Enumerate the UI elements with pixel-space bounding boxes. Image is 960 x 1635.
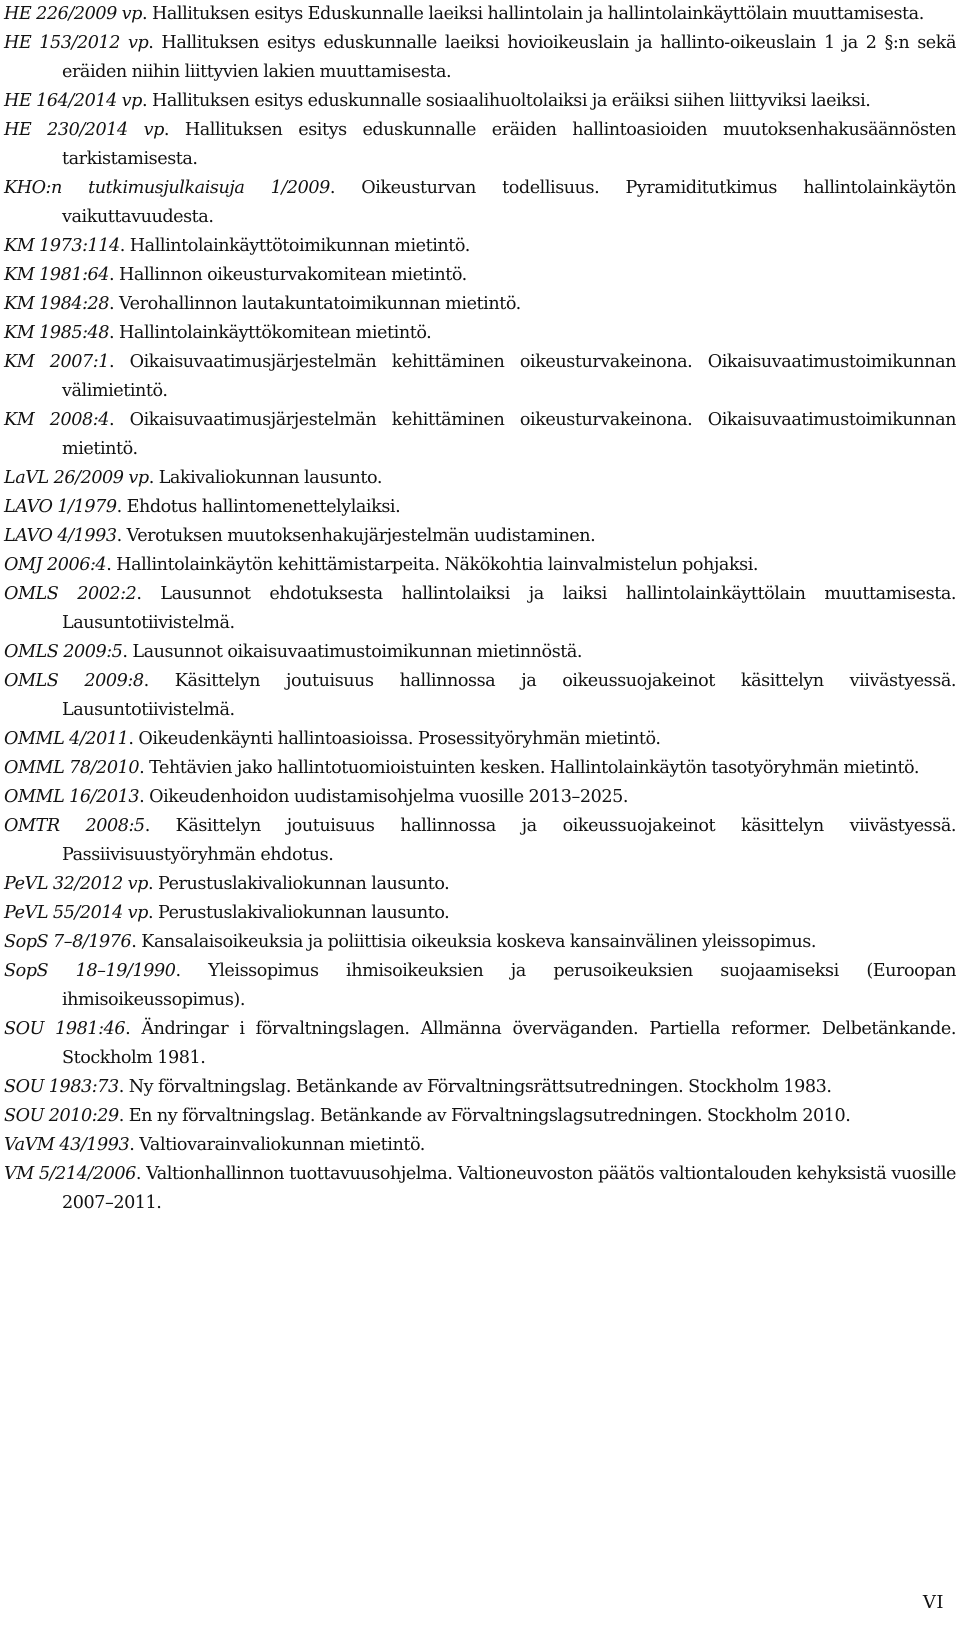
reference-code: OMTR 2008:5 — [4, 816, 145, 836]
reference-text: . Perustuslakivaliokunnan lausunto. — [147, 903, 450, 923]
reference-text: . Lakivaliokunnan lausunto. — [148, 468, 383, 488]
reference-entry — [4, 290, 956, 319]
reference-entry — [4, 1073, 956, 1102]
reference-entry — [4, 638, 956, 667]
reference-text: . Hallintolainkäyttökomitean mietintö. — [109, 323, 432, 343]
reference-text: . Hallituksen esitys Eduskunnalle laeiksi hallintolain ja hallintolainkäyttölain muuttamisesta. — [141, 4, 924, 24]
reference-text: . Oikeusturvan todellisuus. Pyramiditutkimus hallintolainkäytön vaikuttavuudesta. — [62, 178, 957, 227]
reference-text: . Hallinnon oikeusturvakomitean mietintö. — [109, 265, 467, 285]
reference-text: . Valtiovarainvaliokunnan mietintö. — [129, 1135, 425, 1155]
reference-entry — [4, 754, 956, 783]
reference-code: KM 1973:114 — [4, 236, 120, 256]
reference-code: HE 164/2014 vp — [4, 91, 142, 111]
reference-entry — [4, 493, 956, 522]
reference-text: . Ehdotus hallintomenettelylaiksi. — [116, 497, 401, 517]
reference-code: KM 2007:1 — [4, 352, 109, 372]
reference-code: KM 1984:28 — [4, 294, 110, 314]
reference-entry — [4, 870, 956, 899]
reference-entry — [4, 0, 956, 29]
reference-entry — [4, 348, 956, 406]
reference-code: LAVO 4/1993 — [4, 526, 117, 546]
reference-code: KM 1985:48 — [4, 323, 110, 343]
reference-code: HE 153/2012 vp — [4, 33, 149, 53]
reference-code: HE 226/2009 vp — [4, 4, 142, 24]
reference-text: . Verohallinnon lautakuntatoimikunnan mietintö. — [109, 294, 521, 314]
reference-text: . Oikeudenhoidon uudistamisohjelma vuosille 2013–2025. — [139, 787, 628, 807]
reference-entry — [4, 580, 956, 638]
reference-text: . Valtionhallinnon tuottavuusohjelma. Valtioneuvoston päätös valtiontalouden kehyksistä vuosille 2007–2011. — [62, 1164, 956, 1213]
reference-text: . Hallituksen esitys eduskunnalle laeiksi hovioikeuslain ja hallinto-oikeuslain 1 ja 2 §:n sekä eräiden niihin liittyvien lakien muuttamisesta. — [62, 33, 956, 82]
reference-text: . Käsittelyn joutuisuus hallinnossa ja oikeussuojakeinot käsittelyn viivästyessä. Passiivisuustyöryhmän ehdotus. — [62, 816, 956, 865]
reference-code: OMLS 2009:8 — [4, 671, 144, 691]
reference-entry — [4, 928, 956, 957]
reference-code: PeVL 55/2014 vp — [4, 903, 148, 923]
reference-text: . Tehtävien jako hallintotuomioistuinten kesken. Hallintolainkäytön tasotyöryhmän mietintö. — [139, 758, 920, 778]
reference-code: KM 2008:4 — [4, 410, 109, 430]
reference-code: KHO:n tutkimusjulkaisuja 1/2009 — [4, 178, 330, 198]
reference-text: . Lausunnot oikaisuvaatimustoimikunnan mietinnöstä. — [122, 642, 583, 662]
reference-code: SOU 2010:29 — [4, 1106, 119, 1126]
reference-entry — [4, 319, 956, 348]
reference-code: OMLS 2002:2 — [4, 584, 137, 604]
reference-code: OMML 78/2010 — [4, 758, 140, 778]
reference-text: . Yleissopimus ihmisoikeuksien ja perusoikeuksien suojaamiseksi (Euroopan ihmisoikeussopimus). — [62, 961, 956, 1010]
reference-entry — [4, 174, 956, 232]
reference-entry — [4, 812, 956, 870]
reference-entry — [4, 1015, 956, 1073]
reference-entry — [4, 1160, 956, 1218]
reference-code: VaVM 43/1993 — [4, 1135, 130, 1155]
reference-entry — [4, 551, 956, 580]
reference-code: KM 1981:64 — [4, 265, 110, 285]
reference-entry — [4, 783, 956, 812]
reference-entry — [4, 87, 956, 116]
reference-text: . Hallituksen esitys eduskunnalle sosiaalihuoltolaiksi ja eräiksi siihen liittyviksi laeiksi. — [141, 91, 871, 111]
reference-code: OMLS 2009:5 — [4, 642, 123, 662]
reference-entry — [4, 29, 956, 87]
reference-code: VM 5/214/2006 — [4, 1164, 136, 1184]
reference-code: OMML 4/2011 — [4, 729, 129, 749]
reference-text: . Perustuslakivaliokunnan lausunto. — [147, 874, 450, 894]
reference-text: . Verotuksen muutoksenhakujärjestelmän uudistaminen. — [116, 526, 596, 546]
reference-list — [4, 0, 956, 1218]
reference-entry — [4, 116, 956, 174]
reference-entry — [4, 899, 956, 928]
reference-text: . Hallituksen esitys eduskunnalle eräiden hallintoasioiden muutoksenhakusäännösten tarkistamisesta. — [62, 120, 956, 169]
reference-code: SopS 7–8/1976 — [4, 932, 132, 952]
reference-code: PeVL 32/2012 vp — [4, 874, 148, 894]
reference-entry — [4, 232, 956, 261]
reference-entry — [4, 406, 956, 464]
reference-code: SopS 18–19/1990 — [4, 961, 176, 981]
reference-text: . Oikaisuvaatimusjärjestelmän kehittäminen oikeusturvakeinona. Oikaisuvaatimustoimikunnan välimietintö. — [62, 352, 956, 401]
reference-code: LaVL 26/2009 vp — [4, 468, 149, 488]
reference-code: LAVO 1/1979 — [4, 497, 117, 517]
reference-text: . Hallintolainkäytön kehittämistarpeita. Näkökohtia lainvalmistelun pohjaksi. — [106, 555, 759, 575]
page-number: VI — [922, 1592, 944, 1613]
reference-text: . Kansalaisoikeuksia ja poliittisia oikeuksia koskeva kansainvälinen yleissopimus. — [131, 932, 817, 952]
reference-code: OMML 16/2013 — [4, 787, 140, 807]
reference-entry — [4, 522, 956, 551]
reference-entry — [4, 464, 956, 493]
reference-text: . Ny förvaltningslag. Betänkande av Förvaltningsrättsutredningen. Stockholm 1983. — [118, 1077, 832, 1097]
reference-text: . Hallintolainkäyttötoimikunnan mietintö. — [119, 236, 470, 256]
reference-entry — [4, 667, 956, 725]
reference-entry — [4, 957, 956, 1015]
reference-text: . En ny förvaltningslag. Betänkande av Förvaltningslagsutredningen. Stockholm 2010. — [118, 1106, 851, 1126]
reference-entry — [4, 1102, 956, 1131]
reference-code: HE 230/2014 vp — [4, 120, 164, 140]
reference-code: SOU 1983:73 — [4, 1077, 119, 1097]
reference-entry — [4, 725, 956, 754]
reference-code: SOU 1981:46 — [4, 1019, 126, 1039]
reference-text: . Lausunnot ehdotuksesta hallintolaiksi ja laiksi hallintolainkäyttölain muuttamisesta. Lausuntotiivistelmä. — [62, 584, 956, 633]
reference-entry — [4, 261, 956, 290]
reference-text: . Käsittelyn joutuisuus hallinnossa ja oikeussuojakeinot käsittelyn viivästyessä. Lausuntotiivistelmä. — [62, 671, 956, 720]
reference-entry — [4, 1131, 956, 1160]
reference-text: . Ändringar i förvaltningslagen. Allmänna överväganden. Partiella reformer. Delbetänkande. Stockholm 1981. — [62, 1019, 956, 1068]
reference-code: OMJ 2006:4 — [4, 555, 107, 575]
reference-text: . Oikaisuvaatimusjärjestelmän kehittäminen oikeusturvakeinona. Oikaisuvaatimustoimikunnan mietintö. — [62, 410, 956, 459]
reference-text: . Oikeudenkäynti hallintoasioissa. Prosessityöryhmän mietintö. — [128, 729, 661, 749]
